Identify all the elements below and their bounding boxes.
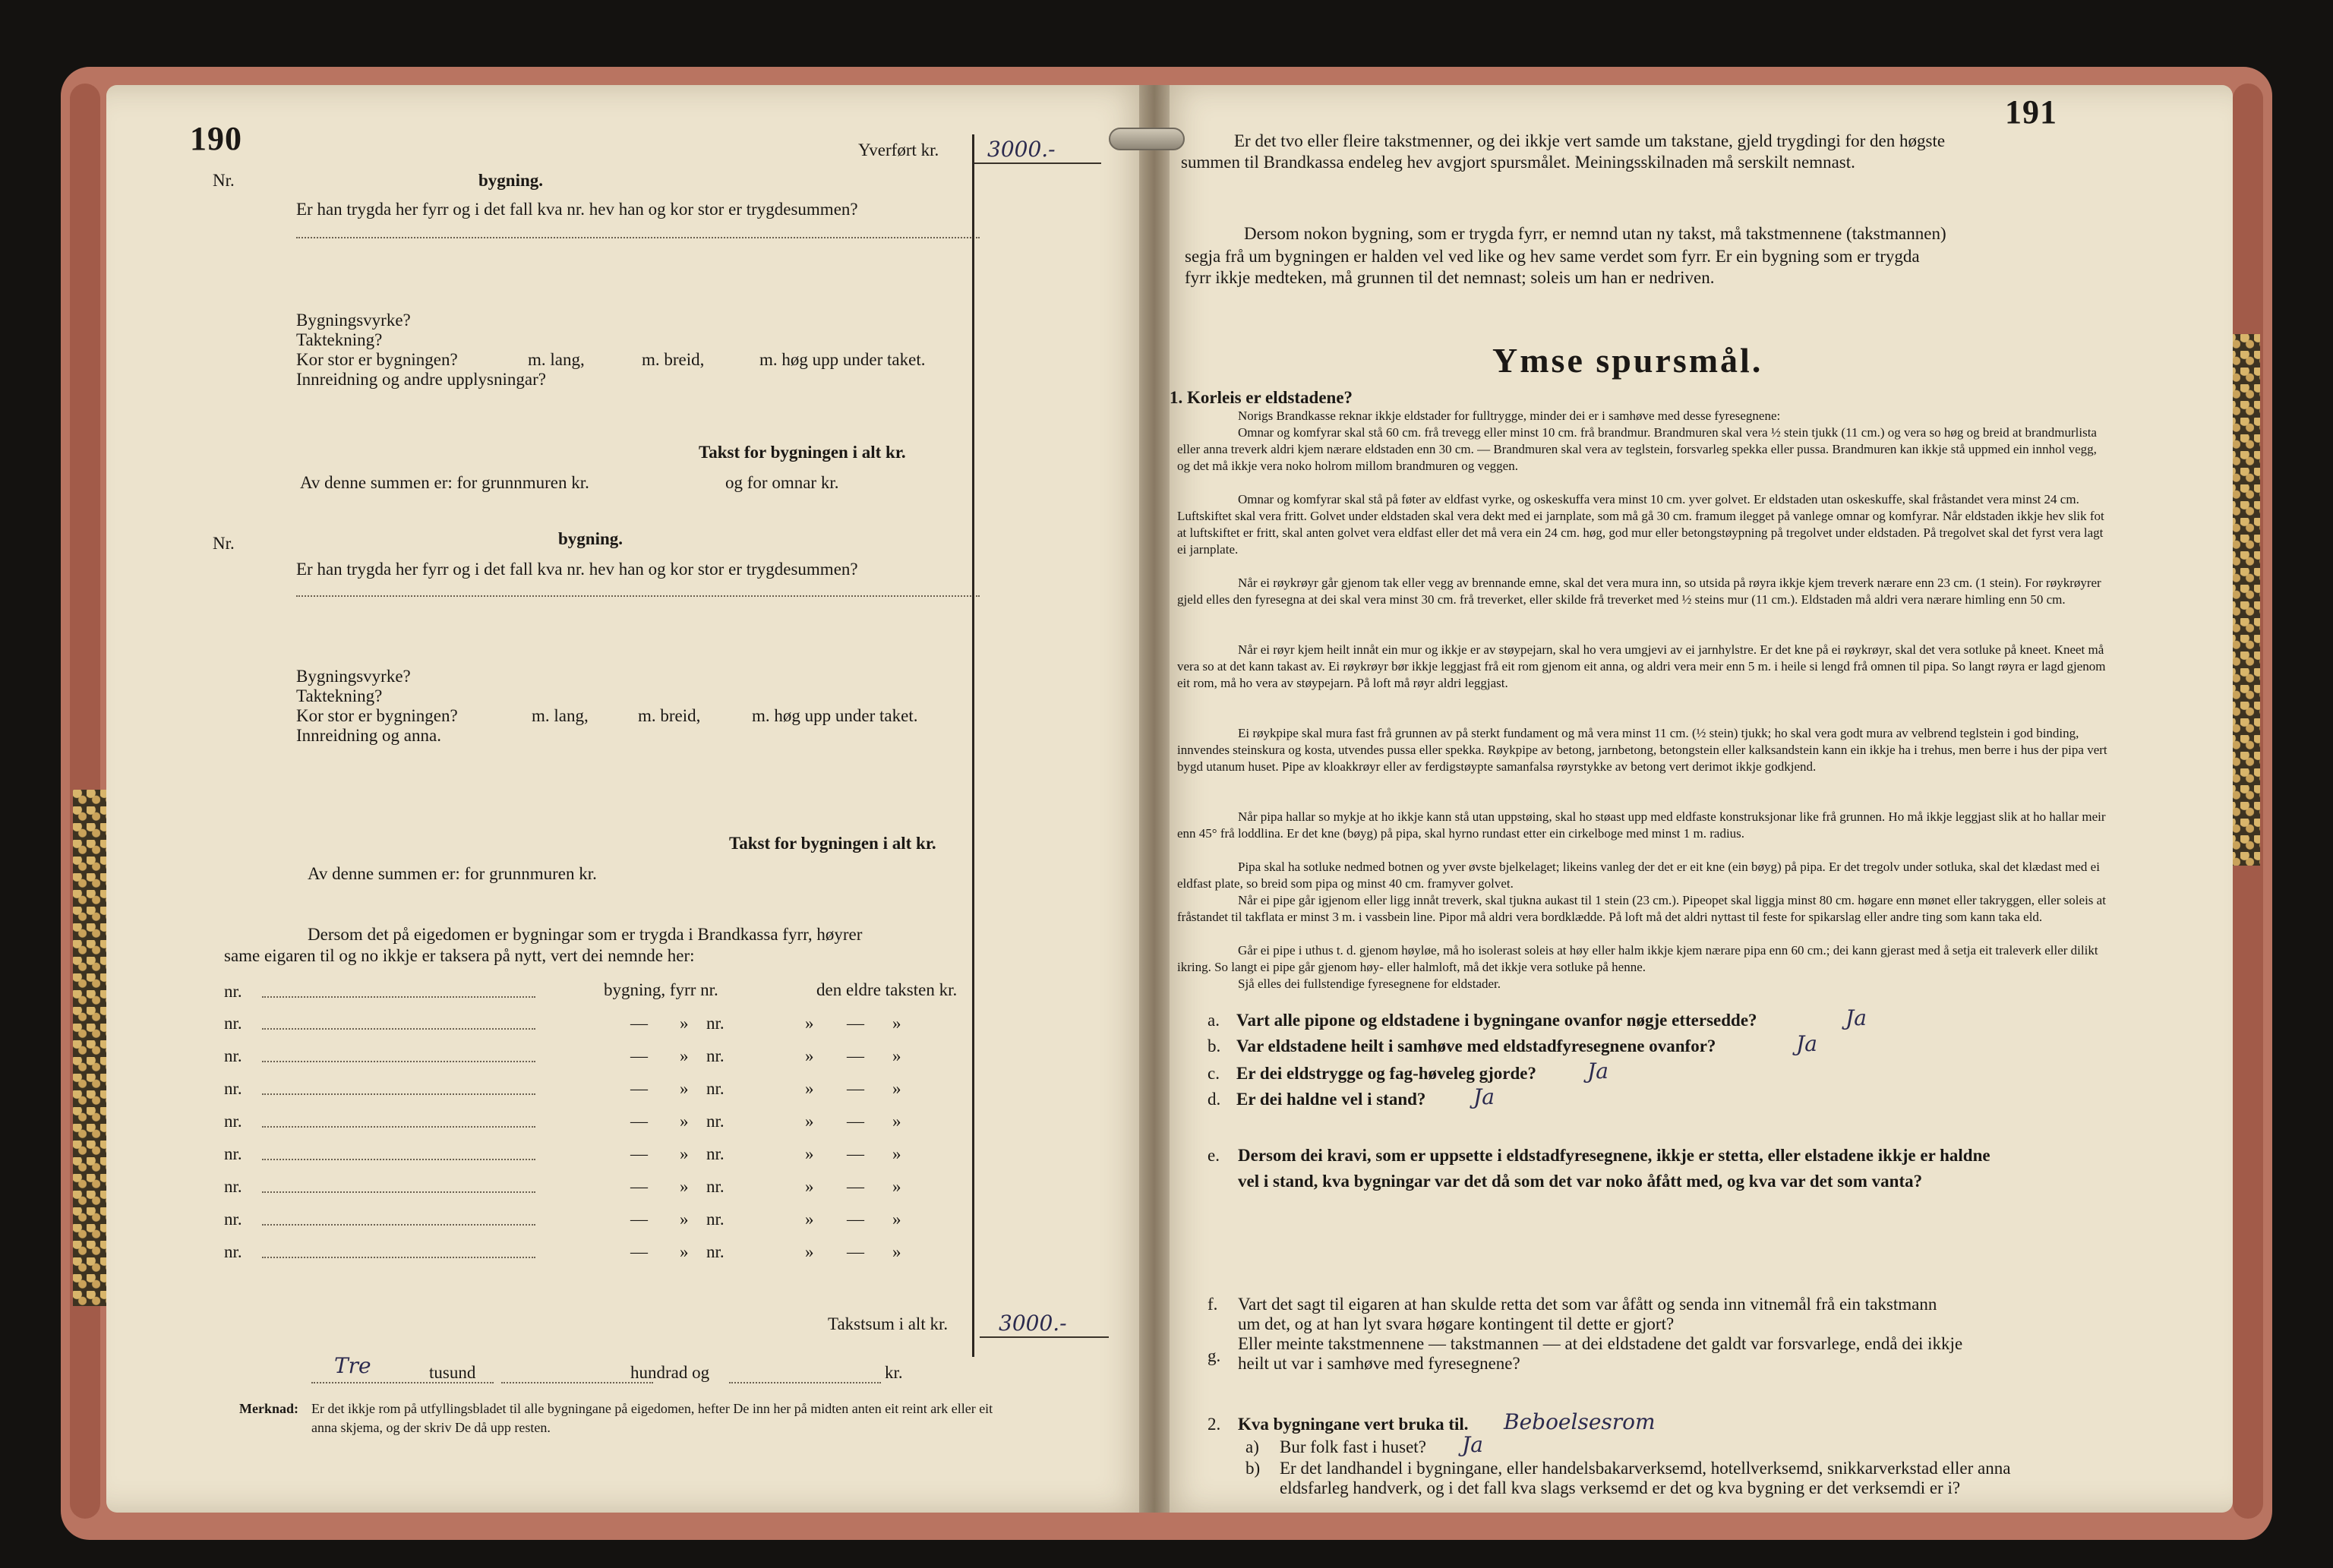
list-quote3: » bbox=[892, 1177, 901, 1196]
list-nr2: nr. bbox=[706, 1112, 725, 1131]
sub-b-question: Var eldstadene heilt i samhøve med eldstadfyresegnene ovanfor? bbox=[1236, 1036, 1716, 1055]
hundrad-label: hundrad og bbox=[630, 1363, 710, 1382]
q1-paragraph-8: Pipa skal ha sotluke nedmed botnen og yver øvste bjelkelaget; likeins vanleg der det er eit kne (ein bøyg) på pipa. Er det tregolv under sotluka, skal det klædast med ei eldfast plate, so breid som pipa og minst 40 cm. framyver golvet. bbox=[1177, 860, 2100, 891]
sub-d-label: d. bbox=[1208, 1090, 1221, 1109]
list-nr: nr. bbox=[224, 1144, 242, 1163]
list-quote3: » bbox=[892, 1210, 901, 1229]
list-dotted bbox=[262, 1191, 535, 1193]
list-dash2: — bbox=[847, 1210, 864, 1229]
column-divider bbox=[972, 134, 974, 1357]
block1-m-breid: m. breid, bbox=[642, 350, 705, 369]
intro-line-1: Er det tvo eller fleire takstmenner, og dei ikkje vert samde um takstane, gjeld trygdingi for den høgste bbox=[1234, 131, 1946, 150]
question-2-label: 2. bbox=[1208, 1415, 1221, 1434]
sub-c-question: Er dei eldstrygge og fag-høveleg gjorde? bbox=[1236, 1064, 1536, 1083]
list-dash: — bbox=[630, 1144, 648, 1163]
dersom-text-2: same eigaren til og no ikkje er taksera på nytt, vert dei nemnde her: bbox=[224, 946, 695, 965]
list-quote3: » bbox=[892, 1014, 901, 1033]
list-quote: » bbox=[680, 1046, 689, 1065]
sub-f-line-2: um det, og at han lyt svara høgare kontingent til dette er gjort? bbox=[1238, 1314, 1675, 1333]
list-quote2: » bbox=[805, 1079, 814, 1098]
sub-e-label: e. bbox=[1208, 1146, 1220, 1165]
q1-paragraph-5: Når ei røyr kjem heilt innåt ein mur og ikkje er av støypejarn, skal ho vera umgjevi av ei jarnhylstre. Er det kne på ei røykrøyr, skal det vera sotluke på kneet. Kneet må vera so at det kann takast av. Ei røykrøyr bør ikkje leggjast frå eit rom gjenom eit anna, og aldri vera meir enn 5 m. i heile si lengd frå omnen til pipa. So langt røyra er lagd gjenom eit rom, må ho vera av støypejarn. På loft må røyr aldri leggjast. bbox=[1177, 642, 2106, 690]
block2-kor-stor: Kor stor er bygningen? bbox=[296, 706, 458, 725]
sub-b-answer: Ja bbox=[1796, 1031, 1817, 1056]
list-quote3: » bbox=[892, 1046, 901, 1065]
question-2: Kva bygningane vert bruka til. bbox=[1238, 1415, 1469, 1434]
list-quote: » bbox=[680, 1242, 689, 1261]
dersom-line-1: Dersom nokon bygning, som er trygda fyrr, er nemnd utan ny takst, må takstmennene (takstmannen) bbox=[1244, 224, 1946, 243]
block2-m-breid: m. breid, bbox=[638, 706, 701, 725]
list-dash2: — bbox=[847, 1014, 864, 1033]
sub-g-line-1: Eller meinte takstmennene — takstmannen — at dei eldstadene det galdt var forsvarlege, endå dei ikkje bbox=[1238, 1334, 1963, 1353]
list-dash: — bbox=[630, 1177, 648, 1196]
page-number-left: 190 bbox=[190, 120, 242, 157]
list-dash2: — bbox=[847, 1177, 864, 1196]
list-dotted bbox=[262, 1061, 535, 1062]
block2-m-lang: m. lang, bbox=[532, 706, 589, 725]
left-page bbox=[106, 85, 1154, 1513]
section-heading: Ymse spursmål. bbox=[1492, 341, 1763, 380]
kr-label: kr. bbox=[885, 1363, 903, 1382]
list-nr: nr. bbox=[224, 1112, 242, 1131]
sub-a-question: Vart alle pipone og eldstadene i bygningane ovanfor nøgje ettersedde? bbox=[1236, 1011, 1757, 1030]
q2b-line-2: eldsfarleg handverk, og i det fall kva slags verksemd er det og kva bygning er det verksemdi er i? bbox=[1280, 1478, 1961, 1497]
list-nr2: nr. bbox=[706, 1210, 725, 1229]
block1-nr-label: Nr. bbox=[213, 171, 235, 190]
sub-f-label: f. bbox=[1208, 1295, 1218, 1314]
q2a-question: Bur folk fast i huset? bbox=[1280, 1437, 1426, 1456]
marbled-endpaper-left bbox=[73, 790, 106, 1306]
list-nr: nr. bbox=[224, 1046, 242, 1065]
list-quote: » bbox=[680, 1177, 689, 1196]
block1-bygningsvyrke: Bygningsvyrke? bbox=[296, 311, 411, 330]
list-dotted bbox=[262, 1093, 535, 1095]
sub-e-line-1: Dersom dei kravi, som er uppsette i eldstadfyresegnene, ikkje er stetta, eller elstadene ikkje er haldne bbox=[1238, 1146, 1990, 1165]
list-dash2: — bbox=[847, 1112, 864, 1131]
dersom-line-3: fyrr ikkje medteken, må grunnen til det nemnast; soleis um han er nedriven. bbox=[1185, 268, 1715, 287]
list-dotted bbox=[262, 1126, 535, 1128]
block2-innreidning: Innreidning og anna. bbox=[296, 726, 441, 745]
q1-paragraph-10: Går ei pipe i uthus t. d. gjenom høyløe, må ho isolerast soleis at høy eller halm ikkje kjem nærare pipa enn 60 cm.; dei kann gjerast med å setja eit traleverk eller dilikt ikring. So langt ei pipe går gjenom høy- eller halmloft, må det ikkje vera sotluke på henne. bbox=[1177, 943, 2098, 974]
list-quote: » bbox=[680, 1014, 689, 1033]
block1-m-hog: m. høg upp under taket. bbox=[759, 350, 926, 369]
list-dotted bbox=[262, 1224, 535, 1226]
block2-dotted-line bbox=[296, 595, 980, 597]
block2-m-hog: m. høg upp under taket. bbox=[752, 706, 918, 725]
list-dash: — bbox=[630, 1079, 648, 1098]
list-quote3: » bbox=[892, 1144, 901, 1163]
sub-c-answer: Ja bbox=[1587, 1058, 1608, 1084]
list-nr2: nr. bbox=[706, 1177, 725, 1196]
list-dotted bbox=[262, 1257, 535, 1258]
takstsum-value: 3000.- bbox=[999, 1311, 1067, 1336]
q1-paragraph-4: Når ei røykrøyr går gjenom tak eller vegg av brennande emne, skal det vera mura inn, so utsida på røyra ikkje kjem treverk nærare enn 23 cm. (1 stein). For røykrøyrer gjeld elles den fyresegna at dei skal vera minst 30 cm. frå treverket, eller skilde frå treverket med ½ steins mur (11 cm.). Eldstaden må aldri vera nærare himling enn 50 cm. bbox=[1177, 576, 2101, 607]
question-2-answer: Beboelsesrom bbox=[1504, 1409, 1656, 1434]
list-nr: nr. bbox=[224, 1014, 242, 1033]
block1-m-lang: m. lang, bbox=[528, 350, 585, 369]
sub-b-label: b. bbox=[1208, 1036, 1221, 1055]
block2-av-denne: Av denne summen er: for grunnmuren kr. bbox=[308, 864, 597, 883]
yverfort-underline bbox=[972, 162, 1101, 164]
list-quote2: » bbox=[805, 1112, 814, 1131]
q1-paragraph-3: Omnar og komfyrar skal stå på føter av eldfast vyrke, og oskeskuffa vera minst 10 cm. yver golvet. Er eldstaden utan oskeskuffe, skal fråstandet vera minst 24 cm. Luftskiftet skal vera fritt. Golvet under eldstaden skal vera dekt med ei jarnplate, som må gå 30 cm. framum ilegget på vanlege omnar og komfyrar. Når eldstaden ikkje hev slik fot at luftskiftet er fritt, skal anten golvet vera eldfast eller det må vera ein 24 cm. høg, god mur eller betongstøypning på tregolvet under eldstaden. På tregolvet skal det fyrst vera lagt ei jarnplate. bbox=[1177, 492, 2104, 557]
block1-takst-label: Takst for bygningen i alt kr. bbox=[699, 443, 906, 462]
sub-d-answer: Ja bbox=[1473, 1084, 1495, 1109]
list-nr2: nr. bbox=[706, 1046, 725, 1065]
block1-omnar: og for omnar kr. bbox=[725, 473, 839, 492]
block2-taktekning: Taktekning? bbox=[296, 686, 383, 705]
binding-clip bbox=[1109, 128, 1185, 150]
merknad-label: Merknad: bbox=[239, 1401, 298, 1416]
list-dash: — bbox=[630, 1046, 648, 1065]
list-quote2: » bbox=[805, 1014, 814, 1033]
list-dash: — bbox=[630, 1242, 648, 1261]
merknad-text-1: Er det ikkje rom på utfyllingsbladet til alle bygningane på eigedomen, hefter De inn her på midten anten eit reint ark eller eit bbox=[311, 1401, 993, 1416]
q2a-answer: Ja bbox=[1462, 1432, 1483, 1457]
sub-d-question: Er dei haldne vel i stand? bbox=[1236, 1090, 1426, 1109]
list-dotted bbox=[262, 1159, 535, 1160]
list-bygning-fyrr: bygning, fyrr nr. bbox=[604, 980, 718, 999]
block1-av-denne: Av denne summen er: for grunnmuren kr. bbox=[300, 473, 589, 492]
list-quote3: » bbox=[892, 1079, 901, 1098]
sub-f-line-1: Vart det sagt til eigaren at han skulde retta det som var åfått og senda inn vitnemål frå ein takstmann bbox=[1238, 1295, 1937, 1314]
block1-kor-stor: Kor stor er bygningen? bbox=[296, 350, 458, 369]
dersom-line-2: segja frå um bygningen er halden vel ved like og hev same verdet som fyrr. Er ein bygning som er trygda bbox=[1185, 247, 1920, 266]
q1-paragraph-9: Når ei pipe går igjenom eller ligg innåt treverk, skal tjukna aukast til 1 stein (23 cm.). Pipeopet skal liggja minst 80 cm. høgare enn mønet eller takryggen, eller soleis at fråstandet til takflata er minst 3 m. i vassbein line. Pipor må aldri vera bordklædde. På loft må det aldri nyttast til feste for spikarslag eller andre ting som kann taka eld. bbox=[1177, 893, 2106, 924]
sub-a-label: a. bbox=[1208, 1011, 1220, 1030]
list-eldre-takst: den eldre taksten kr. bbox=[816, 980, 958, 999]
q2a-label: a) bbox=[1245, 1437, 1259, 1456]
takstsum-label: Takstsum i alt kr. bbox=[828, 1314, 949, 1333]
list-dotted bbox=[262, 996, 535, 998]
words-dotted-3 bbox=[729, 1382, 881, 1383]
list-dash: — bbox=[630, 1210, 648, 1229]
list-quote: » bbox=[680, 1144, 689, 1163]
list-nr: nr. bbox=[224, 1079, 242, 1098]
block1-taktekning: Taktekning? bbox=[296, 330, 383, 349]
block2-nr-label: Nr. bbox=[213, 534, 235, 553]
q2b-label: b) bbox=[1245, 1459, 1261, 1478]
q1-paragraph-1: Norigs Brandkasse reknar ikkje eldstader for fulltrygge, minder dei er i samhøve med desse fyresegnene: bbox=[1238, 409, 1781, 423]
list-quote: » bbox=[680, 1112, 689, 1131]
block1-dotted-line bbox=[296, 237, 980, 238]
list-nr2: nr. bbox=[706, 1242, 725, 1261]
list-dash2: — bbox=[847, 1046, 864, 1065]
list-quote3: » bbox=[892, 1242, 901, 1261]
list-nr: nr. bbox=[224, 1210, 242, 1229]
sub-e-line-2: vel i stand, kva bygningar var det då som det var noko åfått med, og kva var det som vanta? bbox=[1238, 1172, 1923, 1191]
list-quote2: » bbox=[805, 1177, 814, 1196]
page-number-right: 191 bbox=[2005, 93, 2057, 131]
sub-g-line-2: heilt ut var i samhøve med fyresegnene? bbox=[1238, 1354, 1520, 1373]
amount-in-words: Tre bbox=[334, 1353, 371, 1378]
q1-paragraph-7: Når pipa hallar so mykje at ho ikkje kann stå utan uppstøing, skal ho støast upp med eldfaste konstruksjonar like frå grunnen. Ho må ikkje leggjast slik at ho hallar meir enn 45° frå loddlina. Er det kne (bøyg) på pipa, skal hyrno rundast etter ein cirkelboge med minst 1 m. radius. bbox=[1177, 809, 2106, 841]
block2-bygningsvyrke: Bygningsvyrke? bbox=[296, 667, 411, 686]
list-quote: » bbox=[680, 1210, 689, 1229]
list-nr: nr. bbox=[224, 982, 242, 1001]
sub-g-label: g. bbox=[1208, 1346, 1221, 1365]
q1-paragraph-6: Ei røykpipe skal mura fast frå grunnen av på sterkt fundament og må vera minst 11 cm. (½ stein) tjukk; ho skal vera godt mura av velbrend teglstein i god binding, innvendes steinskura og kosta, utvendes pussa eller spekka. Røykpipe av betong, jarnbetong, betongstein eller kalksandstein kann ein ikkje ha i trehus, men berre i hus der pipa vert bygd utanum huset. Pipe av kloakkrøyr eller av ferdigstøypte samanfalsa røyrstykke av betong vert derimot ikkje godkjend. bbox=[1177, 726, 2107, 774]
list-nr2: nr. bbox=[706, 1144, 725, 1163]
list-quote: » bbox=[680, 1079, 689, 1098]
list-dash2: — bbox=[847, 1079, 864, 1098]
tusund-label: tusund bbox=[429, 1363, 476, 1382]
block2-bygning-label: bygning. bbox=[558, 529, 624, 548]
sub-a-answer: Ja bbox=[1845, 1005, 1867, 1030]
list-quote2: » bbox=[805, 1210, 814, 1229]
list-nr: nr. bbox=[224, 1242, 242, 1261]
list-dash2: — bbox=[847, 1242, 864, 1261]
sub-c-label: c. bbox=[1208, 1064, 1220, 1083]
list-quote3: » bbox=[892, 1112, 901, 1131]
block1-bygning-label: bygning. bbox=[478, 171, 544, 190]
q2b-line-1: Er det landhandel i bygningane, eller handelsbakarverksemd, hotellverksemd, snikkarverkstad eller anna bbox=[1280, 1459, 2011, 1478]
list-dash2: — bbox=[847, 1144, 864, 1163]
block2-takst-label: Takst for bygningen i alt kr. bbox=[729, 834, 936, 853]
yverfort-value: 3000.- bbox=[987, 137, 1056, 162]
block1-trygda-question: Er han trygda her fyrr og i det fall kva nr. hev han og kor stor er trygdesummen? bbox=[296, 200, 858, 219]
list-dotted bbox=[262, 1028, 535, 1030]
block2-trygda-question: Er han trygda her fyrr og i det fall kva nr. hev han og kor stor er trygdesummen? bbox=[296, 560, 858, 579]
list-quote2: » bbox=[805, 1046, 814, 1065]
list-nr2: nr. bbox=[706, 1014, 725, 1033]
right-page bbox=[1154, 85, 2233, 1513]
q1-paragraph-11: Sjå elles dei fullstendige fyresegnene for eldstader. bbox=[1238, 976, 1501, 991]
list-nr: nr. bbox=[224, 1177, 242, 1196]
yverfort-label: Yverført kr. bbox=[858, 140, 939, 159]
list-dash: — bbox=[630, 1112, 648, 1131]
q1-paragraph-2: Omnar og komfyrar skal stå 60 cm. frå trevegg eller minst 10 cm. frå brandmur. Brandmuren skal vera ½ stein tjukk (11 cm.) og vera so høg og breid at brandmurlista eller anna treverk aldri kjem nærare eldstaden enn 30 cm. — Brandmuren skal vera av teglstein, forsvarleg spekka eller pussa. Brandmuren kan ikkje stå uppmed ein innhol vegg, og det må ikkje vera noko holrom millom brandmuren og veggen. bbox=[1177, 425, 2097, 473]
dersom-text-1: Dersom det på eigedomen er bygningar som er trygda i Brandkassa fyrr, høyrer bbox=[308, 925, 863, 944]
list-quote2: » bbox=[805, 1144, 814, 1163]
list-dash: — bbox=[630, 1014, 648, 1033]
list-quote2: » bbox=[805, 1242, 814, 1261]
merknad-text-2: anna skjema, og der skriv De då upp resten. bbox=[311, 1420, 551, 1435]
question-1-label: 1. Korleis er eldstadene? bbox=[1170, 388, 1353, 407]
book-spine bbox=[1139, 85, 1170, 1513]
list-nr2: nr. bbox=[706, 1079, 725, 1098]
takstsum-underline bbox=[980, 1336, 1109, 1338]
block1-innreidning: Innreidning og andre upplysningar? bbox=[296, 370, 546, 389]
intro-line-2: summen til Brandkassa endeleg hev avgjort spursmålet. Meiningsskilnaden må serskilt nemnast. bbox=[1181, 153, 1855, 172]
